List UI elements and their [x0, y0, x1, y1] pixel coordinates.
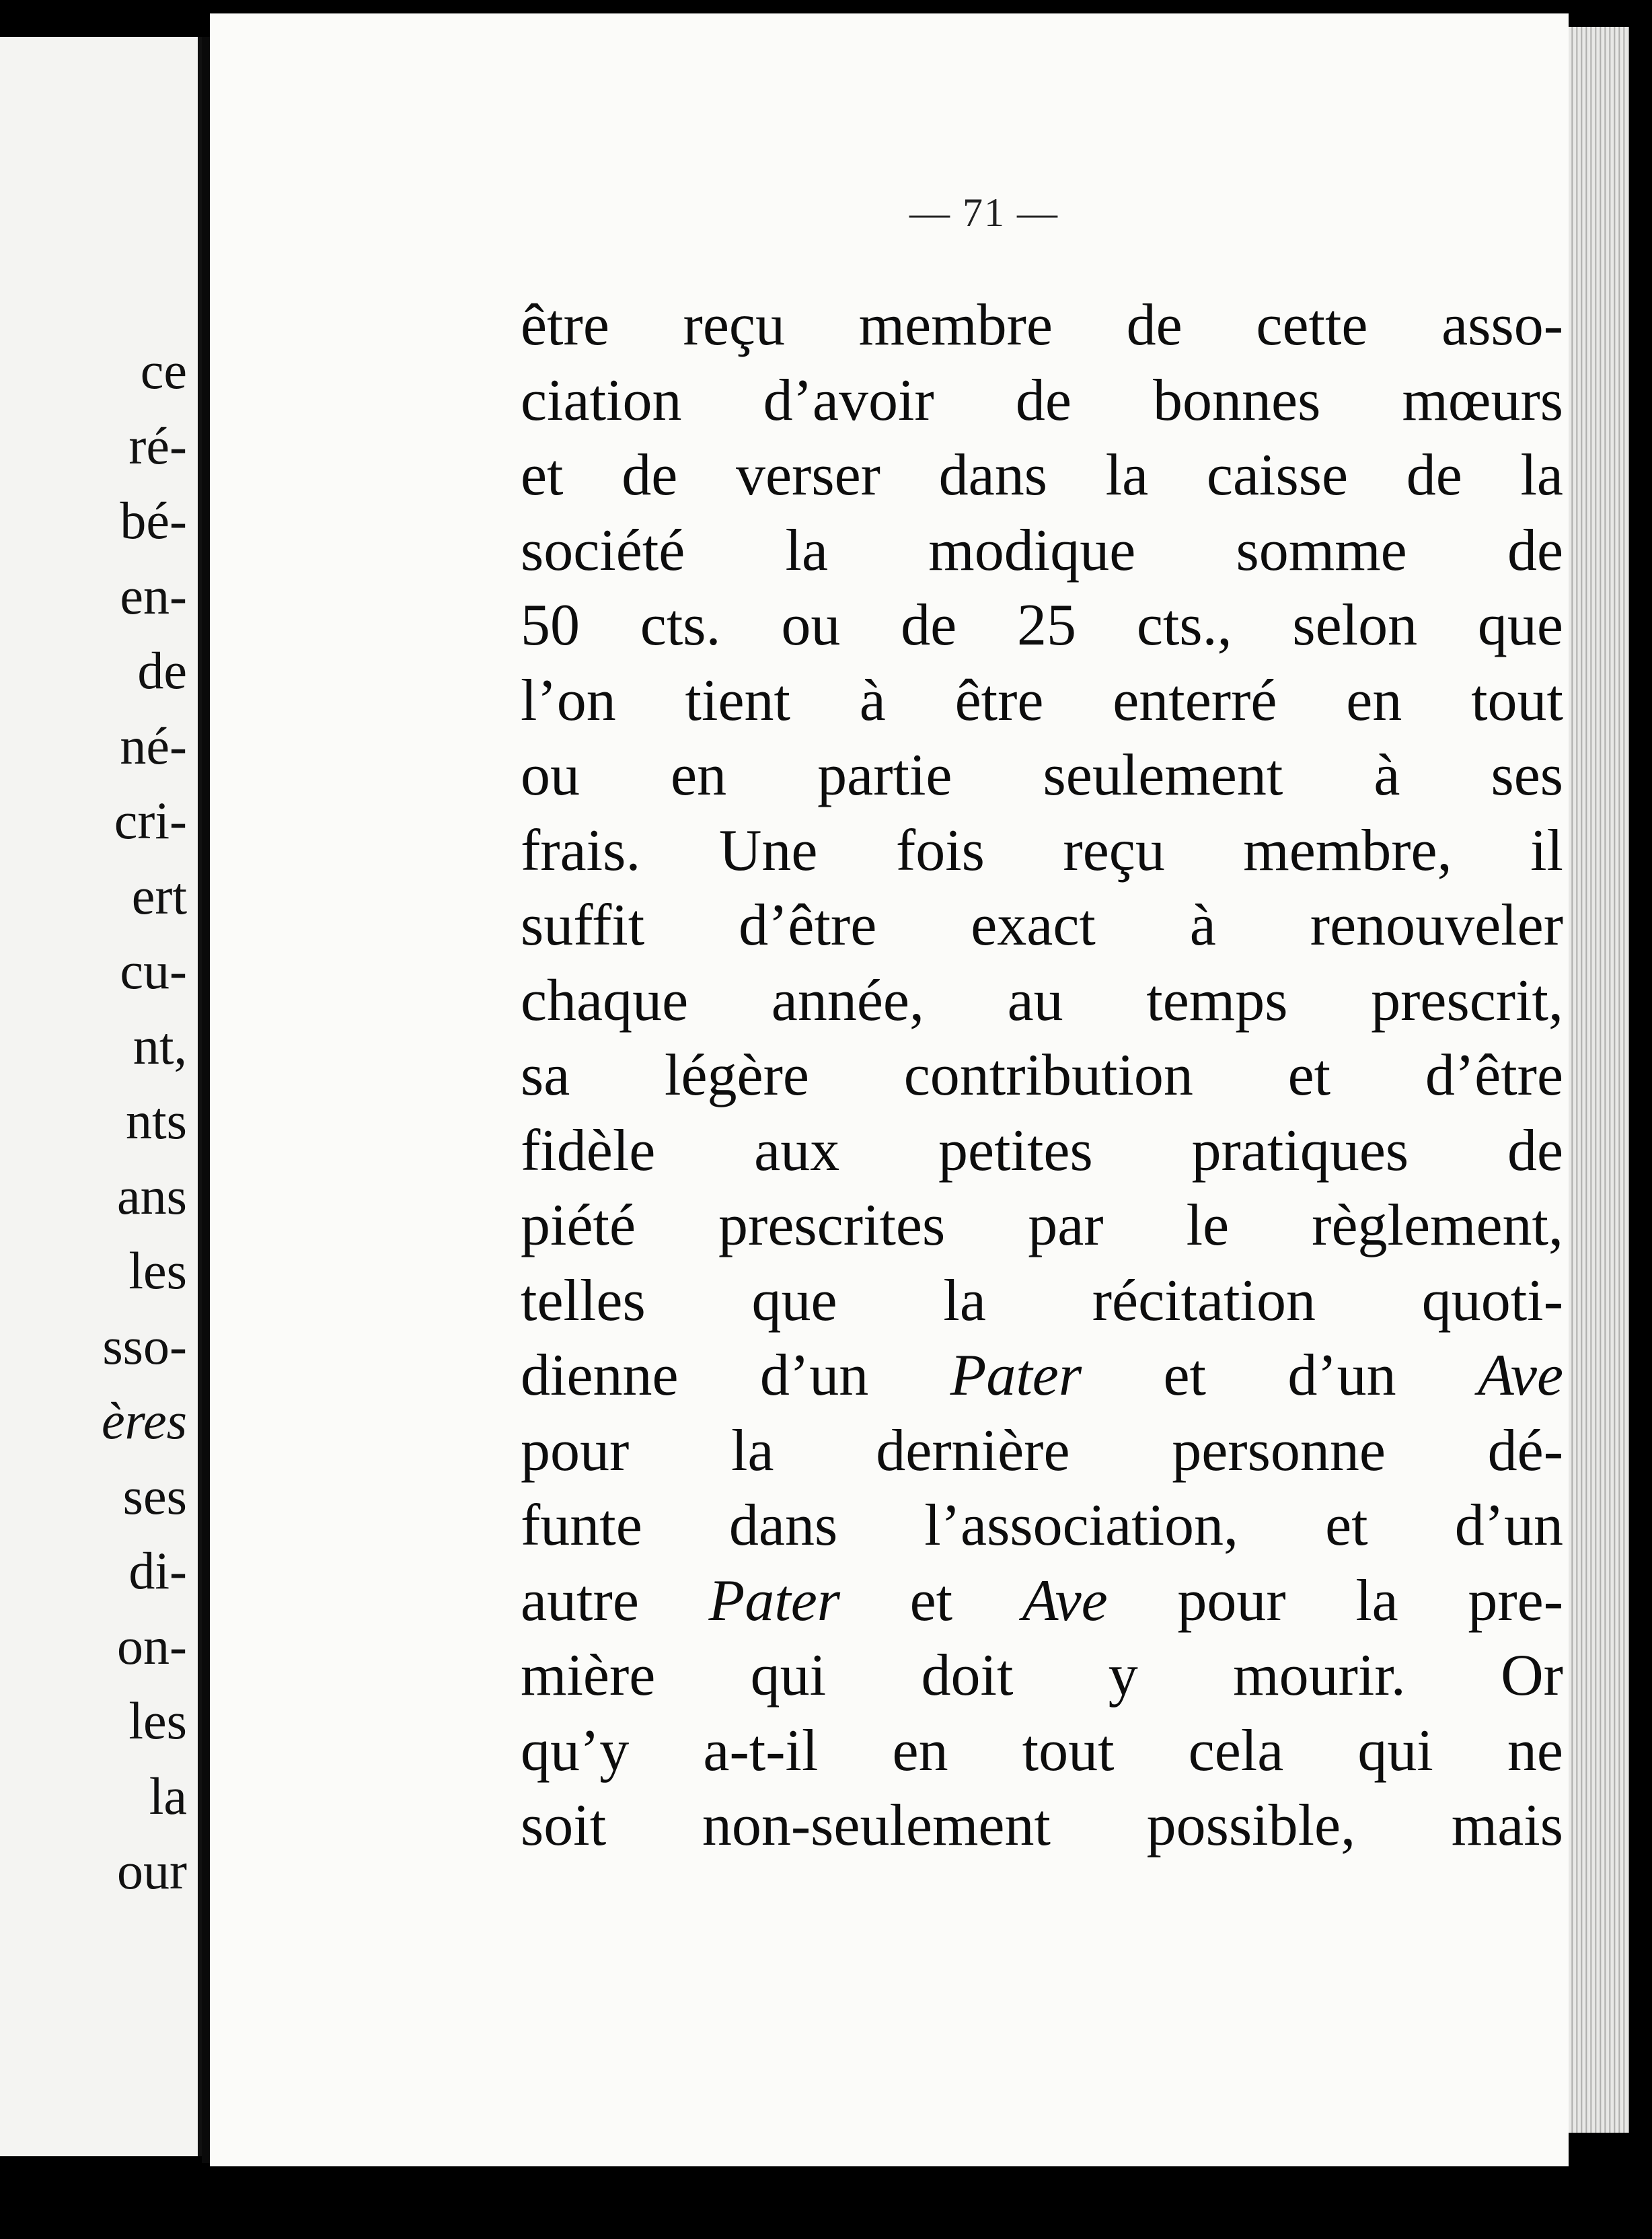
left-line-ending: di- [128, 1541, 187, 1600]
text-segment: autre [521, 1568, 709, 1634]
text-segment: mière qui doit y mourir. Or [521, 1643, 1563, 1708]
text-segment: funte dans l’association, et d’un [521, 1493, 1563, 1558]
text-line [521, 513, 1563, 589]
text-segment: et [840, 1568, 1022, 1634]
text-segment: chaque année, au temps prescrit, [521, 967, 1563, 1033]
text-line [521, 363, 1563, 439]
left-line-ending: ce [140, 341, 187, 400]
text-line [521, 738, 1563, 813]
right-page [210, 13, 1569, 2166]
text-line [521, 588, 1563, 663]
left-page-line-endings [102, 333, 187, 1909]
left-line-ending: on- [117, 1616, 187, 1675]
text-line [521, 963, 1563, 1039]
left-line-ending: sso- [102, 1316, 187, 1375]
text-segment: dienne d’un [521, 1343, 950, 1408]
text-segment: ou en partie seulement à ses [521, 743, 1563, 808]
left-line-ending: cu- [120, 941, 187, 1000]
left-line-ending: ré- [128, 416, 187, 475]
text-line [521, 1338, 1563, 1414]
text-line [521, 438, 1563, 513]
text-segment: et de verser dans la caisse de la [521, 443, 1563, 508]
text-line [521, 1188, 1563, 1263]
text-line [521, 1564, 1563, 1639]
page-number: — 71 — [909, 190, 1059, 235]
left-line-ending: en- [120, 566, 187, 625]
left-page [0, 37, 202, 2156]
left-line-ending: ères [101, 1391, 187, 1450]
left-line-ending: ans [117, 1166, 187, 1225]
text-line [521, 1113, 1563, 1189]
text-line [521, 1638, 1563, 1714]
text-line [521, 888, 1563, 963]
page-edges [1569, 27, 1629, 2133]
text-segment: 50 cts. ou de 25 cts., selon que [521, 593, 1563, 658]
text-segment: ciation d’avoir de bonnes mœurs [521, 367, 1563, 433]
text-segment: soit non-seulement possible, mais [521, 1793, 1563, 1858]
text-line [521, 813, 1563, 889]
italic-word: Ave [1478, 1343, 1564, 1408]
left-line-ending: les [128, 1691, 187, 1750]
text-segment: fidèle aux petites pratiques de [521, 1117, 1563, 1183]
text-segment: piété prescrites par le règlement, [521, 1193, 1563, 1258]
text-line [521, 1263, 1563, 1339]
left-line-ending: de [137, 641, 187, 700]
text-segment: qu’y a-t-il en tout cela qui ne [521, 1718, 1563, 1784]
italic-word: Pater [708, 1568, 840, 1634]
text-line [521, 288, 1563, 363]
text-segment: pour la dernière personne dé- [521, 1418, 1563, 1483]
left-line-ending: les [128, 1241, 187, 1300]
text-line [521, 1788, 1563, 1864]
text-segment: frais. Une fois reçu membre, il [521, 817, 1563, 883]
left-line-ending: né- [120, 716, 187, 775]
text-line [521, 1488, 1563, 1564]
italic-word: Ave [1022, 1568, 1108, 1634]
text-segment: pour la pre- [1107, 1568, 1564, 1634]
text-segment: l’on tient à être enterré en tout [521, 667, 1563, 733]
left-line-ending: nts [125, 1091, 187, 1150]
text-line [521, 663, 1563, 739]
left-line-ending: ert [131, 866, 187, 925]
text-segment: et d’un [1082, 1343, 1478, 1408]
text-segment: sa légère contribution et d’être [521, 1043, 1563, 1108]
left-line-ending: ses [122, 1466, 187, 1525]
text-line [521, 1414, 1563, 1489]
left-line-ending: la [149, 1766, 187, 1825]
text-line [521, 1714, 1563, 1789]
left-line-ending: cri- [114, 791, 187, 850]
left-line-ending: our [117, 1841, 187, 1900]
left-line-ending: nt, [133, 1016, 187, 1075]
text-segment: suffit d’être exact à renouveler [521, 893, 1563, 958]
text-segment: telles que la récitation quoti- [521, 1268, 1563, 1333]
body-text [521, 288, 1563, 1864]
italic-word: Pater [950, 1343, 1082, 1408]
left-line-ending: bé- [120, 491, 187, 550]
text-line [521, 1038, 1563, 1113]
text-segment: être reçu membre de cette asso- [521, 293, 1563, 358]
text-segment: société la modique somme de [521, 517, 1563, 583]
